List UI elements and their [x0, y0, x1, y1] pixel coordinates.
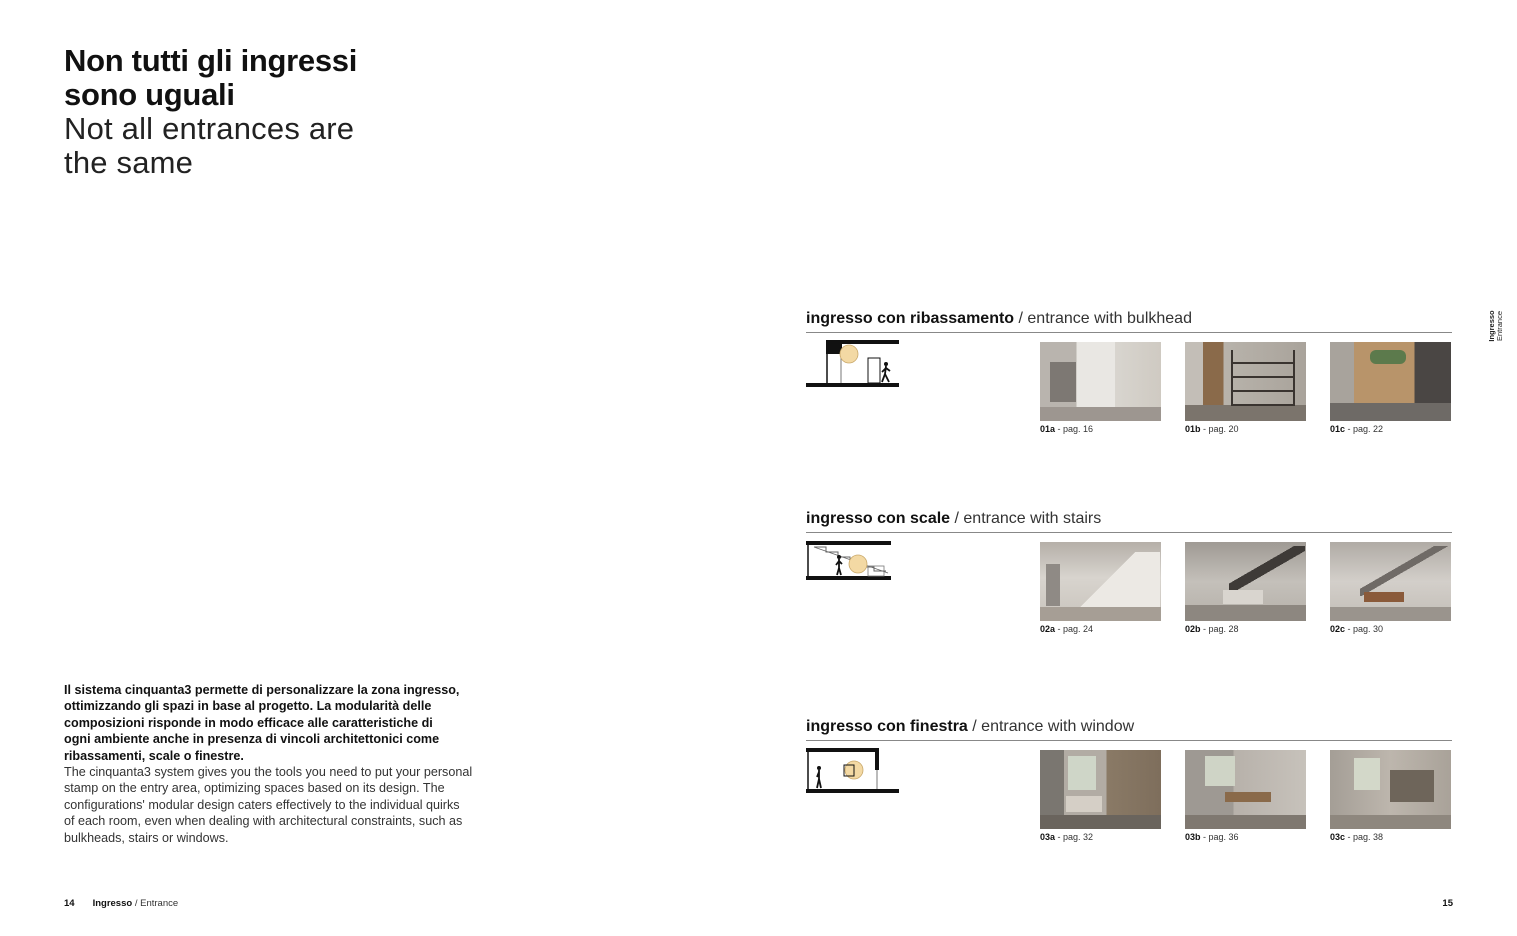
- stairs-diagram-icon: [806, 540, 902, 592]
- thumbnail-03a[interactable]: [1040, 750, 1161, 850]
- photo-entrance-01a: [1040, 342, 1161, 421]
- section-title-english: entrance with bulkhead: [1027, 310, 1192, 327]
- section-separator: /: [950, 510, 964, 527]
- page-title: [64, 44, 504, 180]
- thumbnail-page: - pag. 22: [1345, 424, 1384, 434]
- section-title-english: entrance with window: [981, 718, 1135, 735]
- footer-section: Ingresso: [92, 898, 133, 909]
- page-number-right: 15: [1442, 898, 1453, 909]
- section-heading: [806, 310, 1452, 333]
- thumbnail-caption: [1330, 424, 1451, 434]
- thumbnail-caption: [1185, 624, 1306, 634]
- intro-italian-line: composizioni risponde in modo efficace alle caratteristiche di: [64, 715, 433, 730]
- thumbnail-code: 01a: [1040, 424, 1056, 434]
- thumbnail-01a[interactable]: [1040, 342, 1161, 442]
- intro-italian-line: Il sistema cinquanta3 permette di personalizzare la zona ingresso,: [64, 683, 460, 697]
- section-bulkhead: [806, 310, 1452, 450]
- photo-entrance-03b: [1185, 750, 1306, 829]
- intro-english-line: configurations' modular design caters effectively to the individual quirks: [64, 797, 460, 812]
- thumbnail-caption: [1185, 832, 1306, 842]
- thumbnail-code: 03a: [1040, 832, 1056, 842]
- thumbnail-page: - pag. 36: [1200, 832, 1239, 842]
- section-title-italian: ingresso con scale: [806, 510, 951, 527]
- intro-english-line: of each room, even when dealing with architectural constraints, such as: [64, 814, 463, 829]
- photo-entrance-01b: [1185, 342, 1306, 421]
- thumbnail-caption: [1040, 832, 1161, 842]
- intro-italian-line: ribassamenti, scale o finestre.: [64, 748, 244, 763]
- side-label-italian: Ingresso: [1487, 310, 1496, 342]
- thumbnail-caption: [1330, 832, 1451, 842]
- intro-italian-line: ottimizzando gli spazi in base al progetto. La modularità delle: [64, 699, 432, 714]
- intro-english-line: bulkheads, stairs or windows.: [64, 830, 229, 845]
- thumbnail-03b[interactable]: [1185, 750, 1306, 850]
- thumbnail-code: 03c: [1330, 832, 1346, 842]
- intro-italian-line: ogni ambiente anche in presenza di vincoli architettonici come: [64, 732, 440, 747]
- section-window: [806, 718, 1452, 858]
- thumbnail-01b[interactable]: [1185, 342, 1306, 442]
- section-title-italian: ingresso con finestra: [806, 718, 968, 735]
- section-stairs: [806, 510, 1452, 650]
- footer-left: [64, 898, 178, 909]
- thumbnail-02c[interactable]: [1330, 542, 1451, 642]
- section-title-english: entrance with stairs: [963, 510, 1102, 527]
- bulkhead-diagram-icon: [806, 340, 902, 392]
- section-heading: [806, 510, 1452, 533]
- title-english-line-1: Not all entrances are: [64, 111, 355, 146]
- thumbnail-caption: [1040, 624, 1161, 634]
- thumbnail-02b[interactable]: [1185, 542, 1306, 642]
- title-english-line-2: the same: [64, 145, 194, 180]
- thumbnail-code: 02a: [1040, 624, 1056, 634]
- photo-entrance-02c: [1330, 542, 1451, 621]
- thumbnail-caption: [1185, 424, 1306, 434]
- intro-english-line: The cinquanta3 system gives you the tools you need to put your personal: [64, 765, 473, 780]
- footer-subsection: Entrance: [140, 898, 179, 909]
- title-italian-line-2: sono uguali: [64, 77, 235, 112]
- photo-entrance-03a: [1040, 750, 1161, 829]
- thumbnail-code: 03b: [1185, 832, 1201, 842]
- thumbnail-01c[interactable]: [1330, 342, 1451, 442]
- thumbnail-caption: [1330, 624, 1451, 634]
- thumbnail-03c[interactable]: [1330, 750, 1451, 850]
- photo-entrance-02b: [1185, 542, 1306, 621]
- thumbnail-page: - pag. 24: [1055, 624, 1094, 634]
- thumbnail-code: 01c: [1330, 424, 1346, 434]
- page-number-left: 14: [64, 898, 75, 909]
- photo-entrance-03c: [1330, 750, 1451, 829]
- thumbnail-page: - pag. 38: [1345, 832, 1384, 842]
- footer-separator: /: [132, 898, 141, 909]
- section-title-italian: ingresso con ribassamento: [806, 310, 1015, 327]
- thumbnail-code: 01b: [1185, 424, 1201, 434]
- title-italian-line-1: Non tutti gli ingressi: [64, 43, 358, 78]
- section-separator: /: [1014, 310, 1028, 327]
- thumbnail-page: - pag. 30: [1345, 624, 1384, 634]
- thumbnail-page: - pag. 28: [1200, 624, 1239, 634]
- intro-paragraph: [64, 682, 534, 846]
- thumbnail-code: 02c: [1330, 624, 1346, 634]
- thumbnail-page: - pag. 32: [1055, 832, 1094, 842]
- intro-english-line: stamp on the entry area, optimizing spaces based on its design. The: [64, 781, 445, 796]
- thumbnail-page: - pag. 20: [1200, 424, 1239, 434]
- side-label: [1488, 308, 1504, 344]
- thumbnail-code: 02b: [1185, 624, 1201, 634]
- thumbnail-page: - pag. 16: [1055, 424, 1094, 434]
- section-heading: [806, 718, 1452, 741]
- side-label-english: Entrance: [1495, 310, 1504, 342]
- thumbnail-02a[interactable]: [1040, 542, 1161, 642]
- window-diagram-icon: [806, 748, 902, 800]
- photo-entrance-01c: [1330, 342, 1451, 421]
- photo-entrance-02a: [1040, 542, 1161, 621]
- section-separator: /: [967, 718, 982, 735]
- thumbnail-caption: [1040, 424, 1161, 434]
